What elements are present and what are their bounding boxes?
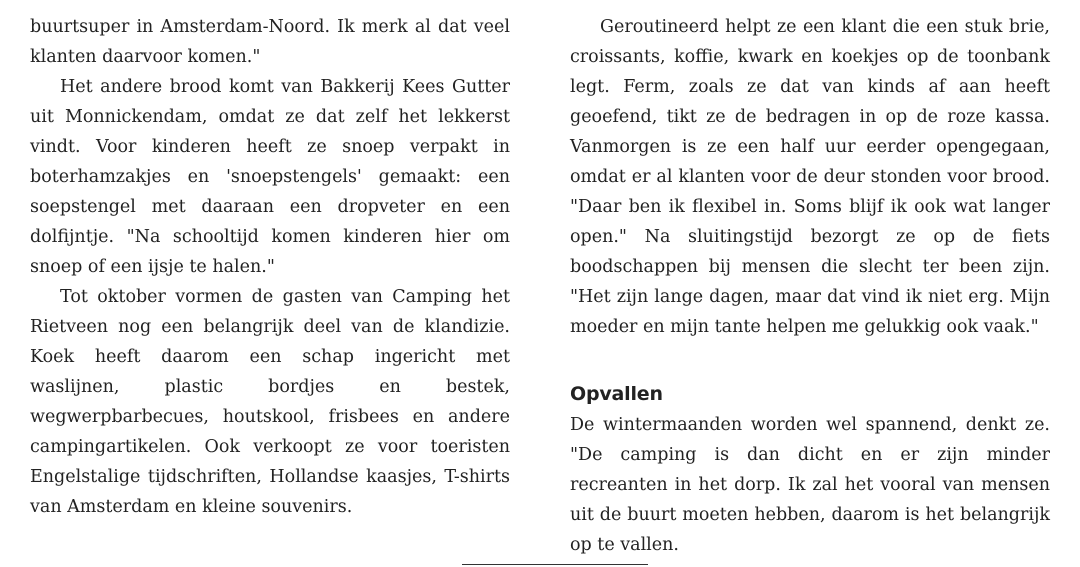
left-column <box>30 12 510 522</box>
paragraph: Geroutineerd helpt ze een klant die een stuk brie, croissants, koffie, kwark en koekjes op de toonbank legt. Ferm, zoals ze dat van kinds af aan heeft geoefend, tikt ze de bedragen in op de roze kassa. Vanmorgen is ze een half uur eerder opengegaan, omdat er al klanten voor de deur stonden voor brood. "Daar ben ik flexibel in. Soms blijf ik ook wat langer open." Na sluitingstijd bezorgt ze op de fiets boodschappen bij mensen die slecht ter been zijn. "Het zijn lange dagen, maar dat vind ik niet erg. Mijn moeder en mijn tante helpen me gelukkig ook vaak." <box>570 17 1050 337</box>
paragraph: buurtsuper in Amsterdam-Noord. Ik merk al dat veel klanten daarvoor komen." <box>30 17 510 67</box>
paragraph: Het andere brood komt van Bakkerij Kees Gutter uit Monnickendam, omdat ze dat zelf het lekkerst vindt. Voor kinderen heeft ze snoep verpakt in boterhamzakjes en 'snoepstengels' gemaakt: een soepstengel met daaraan een dropveter en een dolfijntje. "Na schooltijd komen kinderen hier om snoep of een ijsje te halen." <box>30 77 510 277</box>
paragraph: Tot oktober vormen de gasten van Camping het Rietveen nog een belangrijk deel van de klandizie. Koek heeft daarom een schap ingericht met waslijnen, plastic bordjes en bestek, wegwerpbarbecues, houtskool, frisbees en andere campingartikelen. Ook verkoopt ze voor toeristen Engelstalige tijdschriften, Hollandse kaasjes, T-shirts van Amsterdam en kleine souvenirs. <box>30 287 510 517</box>
section-heading: Opvallen <box>570 383 663 405</box>
divider-line <box>462 564 648 565</box>
right-column <box>570 12 1050 560</box>
paragraph: De wintermaanden worden wel spannend, denkt ze. "De camping is dan dicht en er zijn minder recreanten in het dorp. Ik zal het vooral van mensen uit de buurt moeten hebben, daarom is het belangrijk op te vallen. <box>570 415 1050 555</box>
